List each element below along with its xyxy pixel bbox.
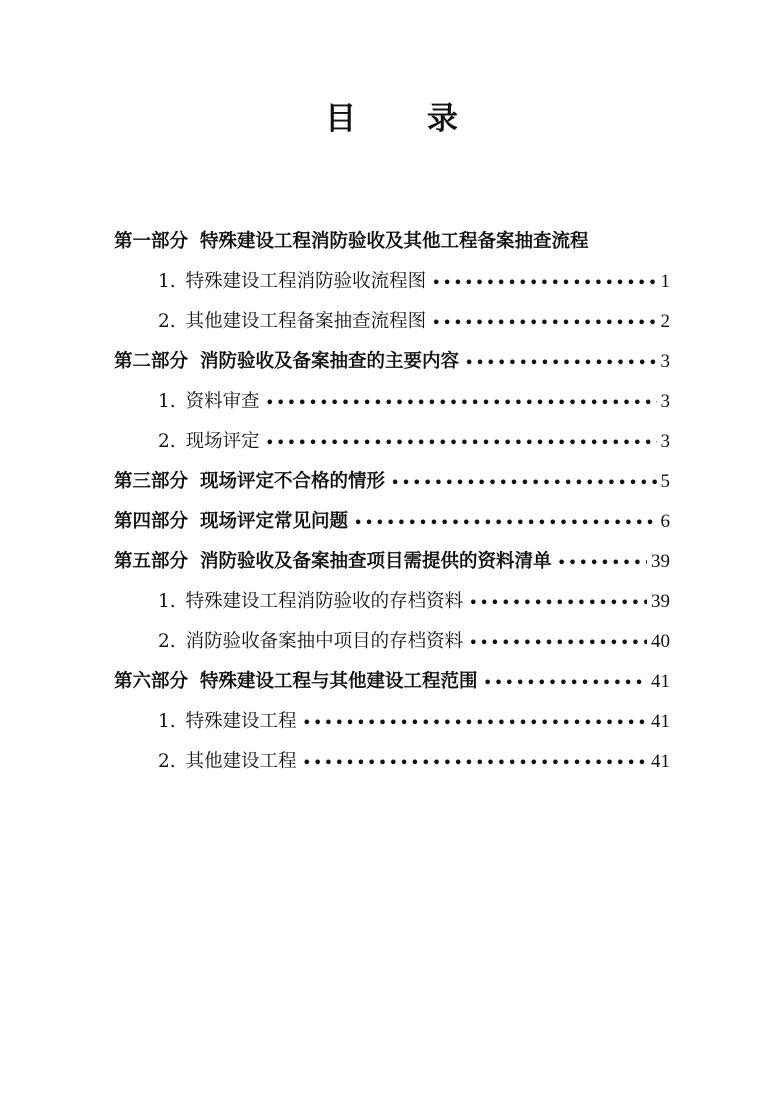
page-number: 39 xyxy=(651,551,670,572)
toc-section-part6[interactable] xyxy=(114,662,670,702)
item-number: 1. xyxy=(158,391,176,412)
toc-item-part2-2[interactable] xyxy=(114,422,670,462)
toc-item-part5-1[interactable] xyxy=(114,582,670,622)
dot-leader xyxy=(354,504,656,544)
toc-section-part4[interactable] xyxy=(114,502,670,542)
item-title: 资料审查 xyxy=(185,391,260,412)
section-number: 第二部分 xyxy=(114,351,189,372)
section-title: 消防验收及备案抽查的主要内容 xyxy=(200,351,460,372)
dot-leader xyxy=(432,304,656,344)
dot-leader xyxy=(303,704,647,744)
toc-item-part5-2[interactable] xyxy=(114,622,670,662)
page-number: 5 xyxy=(660,471,670,492)
dot-leader xyxy=(303,744,647,784)
toc-item-part1-1[interactable] xyxy=(114,262,670,302)
item-title: 特殊建设工程 xyxy=(185,711,297,732)
item-number: 1. xyxy=(158,711,176,732)
section-title: 特殊建设工程与其他建设工程范围 xyxy=(200,671,478,692)
page-number: 3 xyxy=(660,431,670,452)
page-title: 目 录 xyxy=(325,101,488,137)
dot-leader xyxy=(469,624,647,664)
dot-leader xyxy=(432,264,656,304)
page-number: 2 xyxy=(660,311,670,332)
dot-leader xyxy=(469,584,647,624)
section-number: 第六部分 xyxy=(114,671,189,692)
section-title: 现场评定不合格的情形 xyxy=(200,471,386,492)
item-title: 消防验收备案抽中项目的存档资料 xyxy=(185,631,464,652)
item-title: 其他建设工程 xyxy=(185,751,297,772)
toc-section-part3[interactable] xyxy=(114,462,670,502)
section-number: 第一部分 xyxy=(114,231,189,252)
item-title: 其他建设工程备案抽查流程图 xyxy=(185,311,427,332)
page-number: 3 xyxy=(660,391,670,412)
item-number: 2. xyxy=(158,751,176,772)
section-title: 消防验收及备案抽查项目需提供的资料清单 xyxy=(200,551,552,572)
section-number: 第三部分 xyxy=(114,471,189,492)
page-number: 41 xyxy=(651,711,670,732)
item-title: 特殊建设工程消防验收流程图 xyxy=(185,271,427,292)
page-number: 40 xyxy=(651,631,670,652)
dot-leader xyxy=(465,344,656,384)
section-number: 第四部分 xyxy=(114,511,189,532)
page-number: 6 xyxy=(660,511,670,532)
page-number: 1 xyxy=(660,271,670,292)
dot-leader xyxy=(484,664,647,704)
item-number: 1. xyxy=(158,591,176,612)
item-title: 特殊建设工程消防验收的存档资料 xyxy=(185,591,464,612)
section-title: 特殊建设工程消防验收及其他工程备案抽查流程 xyxy=(200,231,589,252)
page-number: 39 xyxy=(651,591,670,612)
toc-section-part1[interactable] xyxy=(114,222,670,262)
toc-item-part6-2[interactable] xyxy=(114,742,670,782)
item-number: 2. xyxy=(158,311,176,332)
dot-leader xyxy=(391,464,656,504)
toc-item-part1-2[interactable] xyxy=(114,302,670,342)
item-number: 2. xyxy=(158,631,176,652)
page-number: 41 xyxy=(651,671,670,692)
item-number: 1. xyxy=(158,271,176,292)
dot-leader xyxy=(266,424,657,464)
toc-section-part5[interactable] xyxy=(114,542,670,582)
item-number: 2. xyxy=(158,431,176,452)
item-title: 现场评定 xyxy=(185,431,260,452)
toc-item-part6-1[interactable] xyxy=(114,702,670,742)
toc-item-part2-1[interactable] xyxy=(114,382,670,422)
table-of-contents xyxy=(114,222,670,782)
page-number: 41 xyxy=(651,751,670,772)
dot-leader xyxy=(558,544,647,584)
dot-leader xyxy=(266,384,657,424)
page-number: 3 xyxy=(660,351,670,372)
section-number: 第五部分 xyxy=(114,551,189,572)
toc-section-part2[interactable] xyxy=(114,342,670,382)
section-title: 现场评定常见问题 xyxy=(200,511,349,532)
